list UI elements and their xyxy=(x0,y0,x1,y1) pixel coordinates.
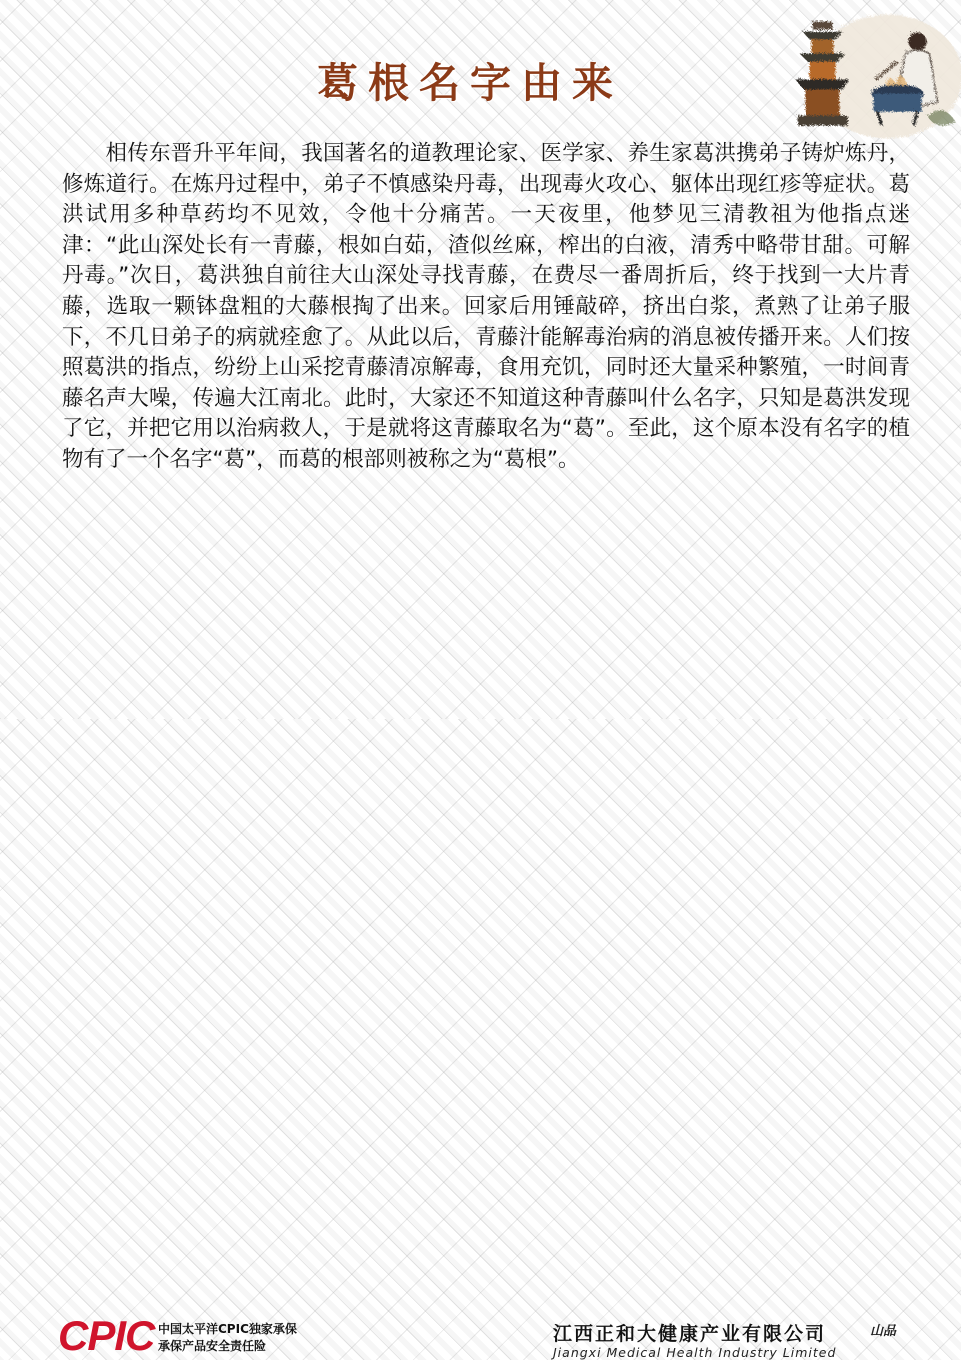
company-name: 江西正和大健康产业有限公司 xyxy=(553,1323,827,1345)
cpic-tagline xyxy=(158,1321,297,1355)
ink-painting-corner-icon xyxy=(776,0,961,150)
cpic-logo: CPIC xyxy=(58,1312,155,1359)
page-title: 葛根名字由来 xyxy=(317,59,623,107)
cpic-tagline-line2: 承保产品安全责任险 xyxy=(158,1339,267,1353)
cpic-tagline-line1: 中国太平洋CPIC独家承保 xyxy=(158,1322,297,1336)
story-paragraph: 相传东晋升平年间，我国著名的道教理论家、医学家、养生家葛洪携弟子铸炉炼丹，修炼道行。在炼丹过程中，弟子不慎感染丹毒，出现毒火攻心、躯体出现红疹等症状。葛洪试用多种草药均不见效，令他十分痛苦。一天夜里，他梦见三清教祖为他指点迷津：“此山深处长有一青藤，根如白茹，渣似丝麻，榨出的白液，清秀中略带甘甜。可解丹毒。”次日，葛洪独自前往大山深处寻找青藤，在费尽一番周折后，终于找到一大片青藤，选取一颗钵盘粗的大藤根掏了出来。回家后用锤敲碎，挤出白浆，煮熟了让弟子服下，不几日弟子的病就痊愈了。从此以后，青藤汁能解毒治病的消息被传播开来。人们按照葛洪的指点，纷纷上山采挖青藤清凉解毒，食用充饥，同时还大量采种繁殖，一时间青藤名声大噪，传遍大江南北。此时，大家还不知道这种青藤叫什么名字，只知是葛洪发现了它，并把它用以治病救人，于是就将这青藤取名为“葛”。至此，这个原本没有名字的植物有了一个名字“葛”，而葛的根部则被称之为“葛根”。 xyxy=(62,141,910,472)
company-mark-icon: 山品 xyxy=(870,1324,897,1339)
footer xyxy=(0,657,961,1360)
company-english-name: Jiangxi Medical Health Industry Limited xyxy=(553,1345,837,1360)
